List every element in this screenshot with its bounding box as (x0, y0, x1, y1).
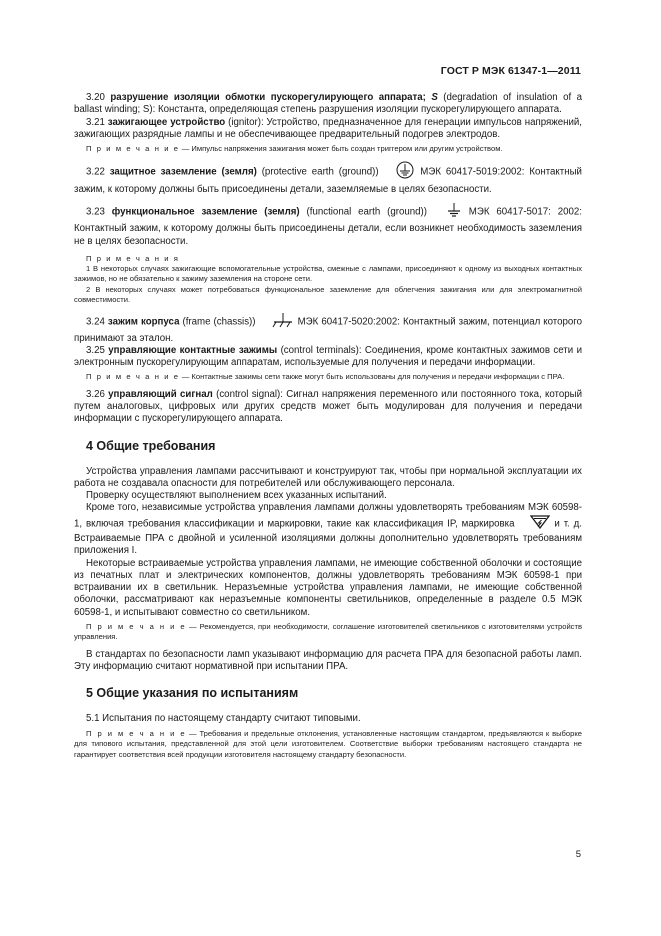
clause-term: управляющие контактные зажимы (108, 344, 278, 356)
section-4-title: 4 Общие требования (86, 438, 216, 453)
note-3-23-1: 1 В некоторых случаях зажигающие вспомогательные устройства, смежные с лампами, присоединяют к одному из выходных контактных зажимов, но не обязательно к зажиму заземления на стороне сети. (74, 264, 582, 284)
document-body (74, 92, 582, 760)
clause-number: 3.20 (86, 92, 105, 103)
note-section-4 (74, 622, 582, 643)
protective-earth-icon (383, 161, 415, 183)
section-4-para-4: Некоторые встраиваемые устройства управления лампами, не имеющие собственной оболочки и состоящие из печатных плат и электрических компонентов, должны удовлетворять требованиям МЭК 60598-1 при встраивании их в светильник. Неразъемные устройства управления лампами, не имеющие собственной оболочки, рассматривают как неразъемные компоненты светильников, определенные в разделе 0.5 МЭК 60598-1, и испытывают совместно со светильником. (74, 557, 582, 618)
clause-english: (protective earth (ground)) (261, 166, 379, 178)
clause-number: 3.21 (86, 116, 105, 128)
section-4-para-3 (74, 502, 582, 557)
page-number: 5 (575, 849, 581, 860)
clause-3-23 (74, 202, 582, 248)
note-text: — Контактные зажимы сети также могут быть использованы для получения и передачи информации с ПРА. (181, 372, 565, 382)
clause-text: МЭК 60417-5020:2002: Контактный зажим, потенциал которого принимают за эталон. (74, 316, 582, 344)
section-4-para-2: Проверку осуществляют выполнением всех указанных испытаний. (86, 490, 387, 502)
clause-text: МЭК 60417-5017: 2002: Контактный зажим, к которому должны быть присоединены детали, если возникнет необходимость заземления не в целях безопасности. (74, 206, 582, 247)
clause-number: 3.22 (86, 166, 105, 178)
clause-3-20 (74, 92, 582, 117)
clause-text: (control terminals): Соединения, кроме контактных зажимов сети и электронным пускорегулирующим аппаратам, используемые для получения и передачи информации. (74, 344, 582, 368)
clause-text: МЭК 60417-5019:2002: Контактный зажим, к которому должны быть присоединены детали, заземляемые в целях безопасности. (74, 166, 582, 195)
para-text: Кроме того, независимые устройства управления лампами должны удовлетворять требованиям МЭК 60598-1, включая требования классификации и маркировки, такие как классификация IP, маркировка (74, 502, 582, 530)
clause-number: 3.26 (86, 388, 105, 400)
note-label: П р и м е ч а н и я (86, 253, 180, 263)
clause-text: (ignitor): Устройство, предназначенное для генерации импульсов напряжений, зажигающих разрядные лампы и не обеспечивающее предварительный подогрев электродов. (74, 116, 582, 140)
note-3-21 (74, 144, 582, 154)
section-4-para-5: В стандартах по безопасности ламп указывают информацию для расчета ПРА для безопасной работы ламп. Эту информацию считают нормативной при испытании ПРА. (74, 648, 582, 673)
notes-3-23-label (74, 254, 582, 264)
clause-number: 3.24 (86, 316, 105, 328)
section-4-para-1: Устройства управления лампами рассчитывают и конструируют так, чтобы при нормальной эксплуатации их работа не создавала опасности для потребителей или обслуживающего персонала. (74, 465, 582, 489)
clause-symbol: S (431, 92, 438, 103)
functional-earth-icon (434, 202, 462, 222)
clause-term: управляющий сигнал (108, 388, 213, 400)
clause-3-26 (74, 389, 582, 426)
note-text: — Рекомендуется, при необходимости, соглашение изготовителей светильников с изготовителями устройств управления. (74, 622, 582, 642)
note-section-5 (74, 729, 582, 760)
clause-english: (functional earth (ground)) (306, 206, 427, 218)
clause-term: зажим корпуса (107, 316, 180, 328)
note-text: — Требования и предельные отклонения, установленные настоящим стандартом, предъявляются к выборке для типового испытания, представленной для этой цели изготовителем. Соответствие выборки требованиям настоящего стандарта не гарантирует соответствия всей продукции изготовителя настоящему стандарту безопасности. (74, 728, 582, 759)
clause-text: (degradation of insulation of a ballast winding; S): Константа, определяющая степень разрушения изоляции пускорегулирующего аппарата. (74, 92, 582, 116)
note-label: П р и м е ч а н и е (86, 372, 180, 382)
section-5-title: 5 Общие указания по испытаниям (86, 686, 299, 701)
note-3-25 (74, 372, 582, 382)
clause-3-21 (74, 117, 582, 142)
document-header: ГОСТ Р МЭК 61347-1—2011 (440, 65, 581, 77)
frame-chassis-icon (259, 312, 295, 332)
clause-term: зажигающее устройство (107, 116, 226, 128)
section-5-para-1: 5.1 Испытания по настоящему стандарту считают типовыми. (86, 713, 361, 725)
note-text: — Импульс напряжения зажигания может быть создан триггером или другим устройством. (181, 144, 503, 154)
clause-text: (control signal): Сигнал напряжения переменного или постоянного тока, который путем аналоговых, цифровых или других средств может быть модулирован для получения и передачи информации с пускорегулирующего аппарата. (74, 388, 582, 425)
clause-3-24 (74, 312, 582, 345)
independent-ballast-icon (518, 515, 550, 533)
note-label: П р и м е ч а н и е (86, 622, 187, 632)
clause-3-22 (74, 161, 582, 196)
clause-number: 3.23 (86, 206, 105, 218)
clause-term: защитное заземление (земля) (109, 166, 257, 178)
para-text: и т. д. Встраиваемые ПРА с двойной и усиленной изоляциями должны дополнительно удовлетворять требованиям приложения I. (74, 518, 582, 557)
clause-number: 3.25 (86, 344, 105, 356)
clause-3-25 (74, 345, 582, 370)
note-label: П р и м е ч а н и е (86, 728, 187, 738)
note-3-23-2: 2 В некоторых случаях может потребоваться функциональное заземление для облегчения зажигания или для электромагнитной совместимости. (74, 284, 582, 305)
clause-english: (frame (chassis)) (182, 316, 256, 328)
clause-term: функциональное заземление (земля) (111, 206, 300, 218)
note-label: П р и м е ч а н и е (86, 144, 180, 154)
clause-term: разрушение изоляции обмотки пускорегулирующего аппарата; (110, 92, 426, 103)
